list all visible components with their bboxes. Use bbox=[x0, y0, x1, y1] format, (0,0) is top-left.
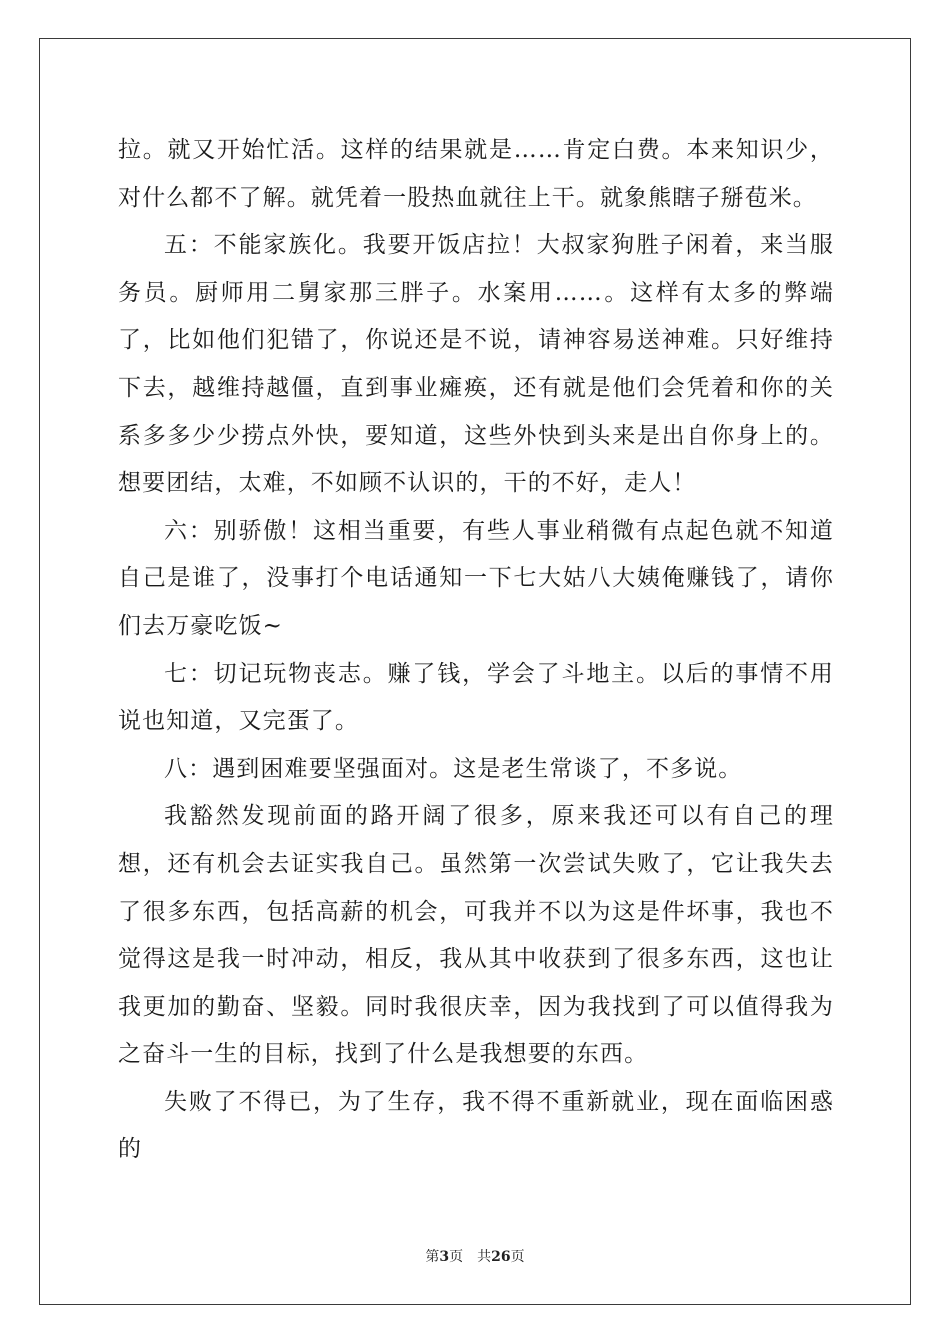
paragraph: 我豁然发现前面的路开阔了很多，原来我还可以有自己的理想，还有机会去证实我自己。虽然第一次尝试失败了，它让我失去了很多东西，包括高薪的机会，可我并不以为这是件坏事，我也不觉得这是我一时冲动，相反，我从其中收获到了很多东西，这也让我更加的勤奋、坚毅。同时我很庆幸，因为我找到了可以值得我为之奋斗一生的目标，找到了什么是我想要的东西。 bbox=[118, 803, 834, 1068]
document-body bbox=[118, 127, 834, 1174]
paragraph: 八：遇到困难要坚强面对。这是老生常谈了，不多说。 bbox=[164, 755, 743, 782]
paragraph: 五：不能家族化。我要开饭店拉！大叔家狗胜子闲着，来当服务员。厨师用二舅家那三胖子。水案用……。这样有太多的弊端了，比如他们犯错了，你说还是不说，请神容易送神难。只好维持下去，越维持越僵，直到事业瘫痪，还有就是他们会凭着和你的关系多多少少捞点外快，要知道，这些外快到头来是出自你身上的。想要团结，太难，不如顾不认识的，干的不好，走人！ bbox=[118, 232, 834, 497]
paragraph: 拉。就又开始忙活。这样的结果就是……肯定白费。本来知识少，对什么都不了解。就凭着一股热血就往上干。就象熊瞎子掰苞米。 bbox=[118, 137, 834, 211]
current-page-number: 3 bbox=[439, 1249, 450, 1265]
page-prefix: 第 bbox=[425, 1249, 440, 1265]
total-pages-number: 26 bbox=[491, 1249, 511, 1265]
page-footer bbox=[0, 1246, 950, 1266]
paragraph: 六：别骄傲！这相当重要，有些人事业稍微有点起色就不知道自己是谁了，没事打个电话通知一下七大姑八大姨俺赚钱了，请你们去万豪吃饭~ bbox=[118, 517, 834, 639]
paragraph: 失败了不得已，为了生存，我不得不重新就业，现在面临困惑的 bbox=[118, 1088, 834, 1163]
paragraph: 七：切记玩物丧志。赚了钱，学会了斗地主。以后的事情不用说也知道，又完蛋了。 bbox=[118, 660, 834, 735]
total-suffix: 页 bbox=[510, 1249, 525, 1265]
total-prefix: 共 bbox=[477, 1249, 492, 1265]
page-suffix: 页 bbox=[449, 1249, 464, 1265]
